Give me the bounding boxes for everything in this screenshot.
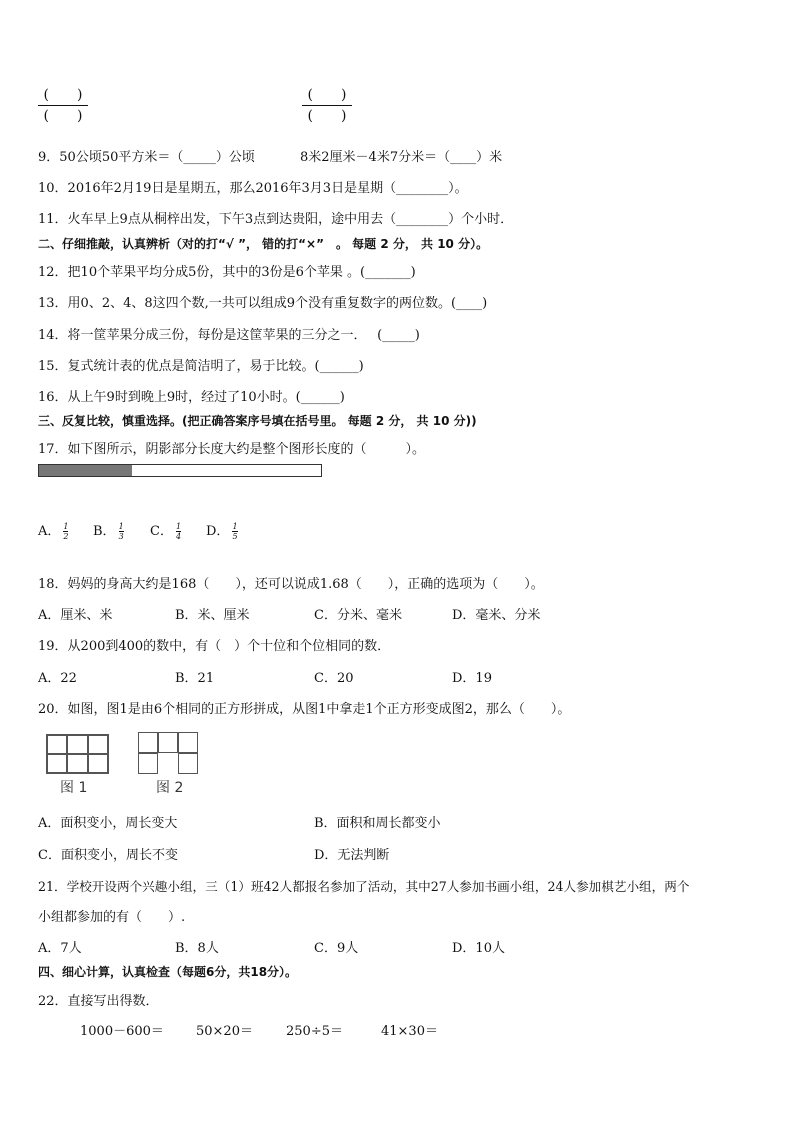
option-d: D．毫米、分米 [452, 608, 541, 623]
fraction-bar [302, 105, 352, 106]
question-9b: 8米2厘米－4米7分米＝（____）米 [300, 150, 503, 165]
option-a: A．22 [38, 671, 77, 686]
question-19-stem: 19．从200到400的数中，有（ ）个十位和个位相同的数． [38, 639, 391, 654]
fraction-numerator: 1 [118, 522, 124, 531]
shaded-portion [39, 465, 132, 476]
option-a: A．厘米、米 [38, 608, 113, 623]
question-10: 10．2016年2月19日是星期五，那么2016年3月3日是星期（________）。 [38, 181, 468, 196]
option-b: B．21 [175, 671, 215, 686]
option-b: B．面积和周长都变小 [314, 816, 441, 831]
figure-2-cell [178, 732, 198, 753]
fraction-denominator: ( ) [307, 108, 347, 124]
question-15: 15．复式统计表的优点是简洁明了，易于比较。(______) [38, 359, 364, 374]
question-11: 11．火车早上9点从桐梓出发，下午3点到达贵阳，途中用去（________）个小时． [38, 212, 514, 227]
figure-1-cell [46, 734, 67, 754]
fraction-numerator: ( ) [43, 87, 83, 103]
option-fraction [63, 522, 68, 541]
fraction-blank-2 [302, 86, 352, 125]
figure-1-cell [88, 754, 109, 774]
question-17-stem: 17．如下图所示，阴影部分长度大约是整个图形长度的（ ）。 [38, 442, 426, 457]
fraction-numerator: 1 [232, 522, 238, 531]
fraction-denominator: ( ) [43, 108, 83, 124]
figure-2-cell [138, 732, 158, 753]
option-fraction [176, 522, 181, 541]
figure-2-cell [178, 753, 198, 774]
fraction-bar [38, 105, 88, 106]
figure-2-label: 图 2 [156, 780, 184, 796]
option-d: D．19 [452, 671, 492, 686]
option-b [93, 520, 124, 541]
option-d: D．10人 [452, 941, 505, 956]
calc-item: 41×30＝ [381, 1024, 438, 1039]
option-label: D． [206, 524, 230, 539]
question-21-stem-line1: 21．学校开设两个兴趣小组，三（1）班42人都报名参加了活动，其中27人参加书画小组，24人参加棋艺小组，两个 [38, 879, 690, 894]
section-4-heading: 四、细心计算，认真检查（每题6分，共18分）。 [38, 965, 298, 979]
question-9a: 9．50公顷50平方米＝（_____）公顷 [38, 150, 255, 165]
option-d: D．无法判断 [314, 848, 390, 863]
length-bar-figure [38, 464, 322, 477]
figure-1-cell [67, 734, 88, 754]
option-b: B．米、厘米 [175, 608, 250, 623]
option-label: B． [93, 524, 116, 539]
question-22-stem: 22．直接写出得数． [38, 994, 159, 1009]
option-c: C．面积变小，周长不变 [38, 848, 178, 863]
option-label: C． [150, 524, 173, 539]
fraction-numerator: ( ) [307, 87, 347, 103]
section-3-heading: 三、反复比较，慎重选择。(把正确答案序号填在括号里。 每题 2 分， 共 10 分)) [38, 414, 477, 428]
question-21-stem-line2: 小组都参加的有（ ）. [38, 910, 186, 925]
calc-item: 1000－600＝ [80, 1024, 164, 1039]
question-16: 16．从上午9时到晚上9时，经过了10小时。(______) [38, 390, 345, 405]
option-label: A． [38, 524, 61, 539]
option-d [206, 520, 238, 541]
figure-1-label: 图 1 [60, 780, 88, 796]
fraction-denominator: 4 [175, 532, 182, 541]
question-12: 12．把10个苹果平均分成5份，其中的3份是6个苹果 。(_______) [38, 265, 416, 280]
fraction-numerator: 1 [63, 522, 69, 531]
figure-2-cell [138, 753, 158, 774]
figure-1-cell [46, 754, 67, 774]
option-a: A．7人 [38, 941, 82, 956]
option-c: C．分米、毫米 [314, 608, 402, 623]
option-a: A．面积变小，周长变大 [38, 816, 178, 831]
option-c [150, 520, 181, 541]
figure-1-cell [67, 754, 88, 774]
question-14: 14．将一筐苹果分成三份，每份是这筐苹果的三分之一． (_____) [38, 328, 420, 343]
fraction-denominator: 5 [232, 532, 238, 541]
option-fraction [232, 522, 237, 541]
option-a [38, 520, 68, 541]
section-2-heading: 二、仔细推敲，认真辨析（对的打“√ ”， 错的打“×” 。 每题 2 分， 共 10 分）。 [38, 237, 489, 251]
calc-item: 250÷5＝ [286, 1024, 343, 1039]
option-c: C．9人 [314, 941, 359, 956]
fraction-denominator: 3 [118, 532, 124, 541]
question-13: 13．用0、2、4、8这四个数,一共可以组成9个没有重复数字的两位数。(____) [38, 296, 488, 311]
option-b: B．8人 [175, 941, 219, 956]
question-18-stem: 18．妈妈的身高大约是168（ ），还可以说成1.68（ ），正确的选项为（ ）。 [38, 577, 544, 592]
fraction-blank-1 [38, 86, 88, 125]
calc-item: 50×20＝ [196, 1024, 253, 1039]
fraction-numerator: 1 [175, 522, 182, 531]
question-20-stem: 20．如图，图1是由6个相同的正方形拼成，从图1中拿走1个正方形变成图2，那么（ ）。 [38, 702, 571, 717]
figure-2-cell [158, 732, 178, 753]
option-c: C．20 [314, 671, 354, 686]
fraction-denominator: 2 [63, 532, 69, 541]
option-fraction [119, 522, 124, 541]
figure-1-cell [88, 734, 109, 754]
